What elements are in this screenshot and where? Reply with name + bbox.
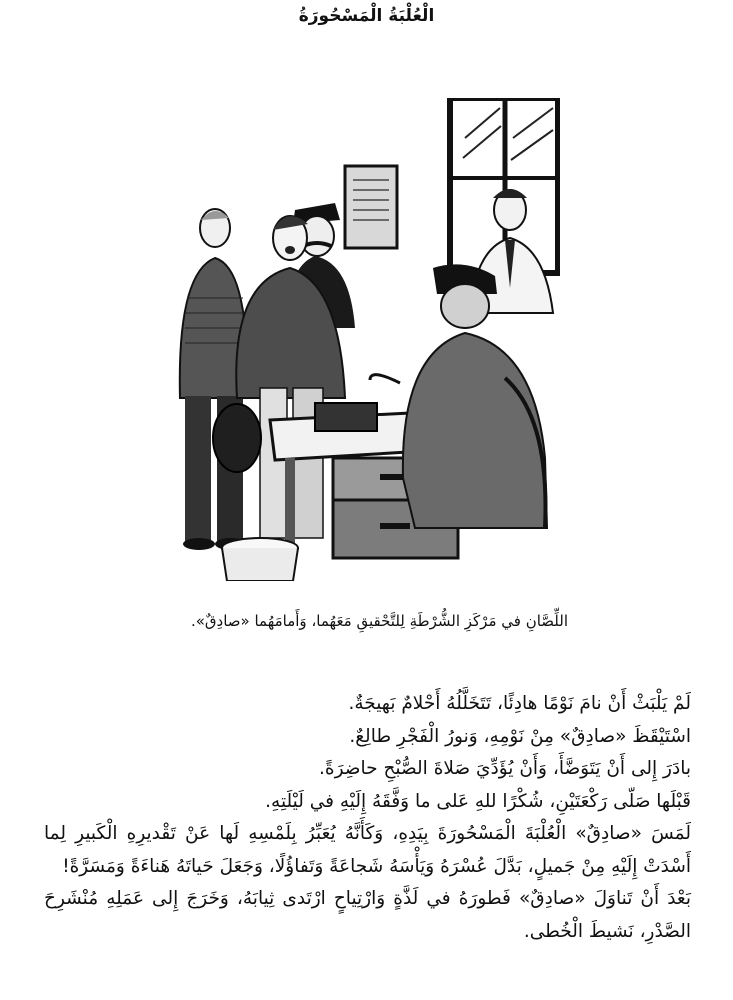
- story-illustration: [175, 98, 560, 581]
- paragraph: بَعْدَ أَنْ تَناوَلَ «صادِقٌ» فَطورَهُ في لَذَّةٍ وَارْتِياحٍ ارْتَدى ثِيابَهُ، وَخَرَجَ إِلى عَمَلِهِ مُنْشَرِحَ الصَّدْرِ، نَشيطَ الْخُطى.: [44, 888, 691, 942]
- story-text: [44, 688, 691, 948]
- paragraph: لَمَسَ «صادِقٌ» الْعُلْبَةَ الْمَسْحُورَةَ بِيَدِهِ، وَكَأَنَّهُ يُعَبِّرُ بِلَمْسِهِ لَها عَنْ تَقْديرِهِ الْكَبيرِ لِما أَسْدَتْ إِلَيْهِ مِنْ جَميلٍ، بَدَّلَ عُسْرَهُ وَيَأْسَهُ شَجاعَةً وَتَفاؤُلًا، وَجَعَلَ حَياتَهُ هَناءَةً وَمَسَرَّةً!: [44, 823, 691, 877]
- paragraph: بادَرَ إِلى أَنْ يَتَوَضَّأَ، وَأَنْ يُؤَدِّيَ صَلاةَ الصُّبْحِ حاضِرَةً.: [319, 758, 691, 779]
- figure-caption: اللِّصَّانِ في مَرْكَزِ الشُّرْطَةِ لِلتَّحْقيقِ مَعَهُما، وَأَمامَهُما «صادِقٌ».: [190, 612, 568, 630]
- paragraph: اسْتَيْقَظَ «صادِقٌ» مِنْ نَوْمِهِ، وَنورُ الْفَجْرِ طالِعٌ.: [349, 725, 691, 747]
- page-title: الْعُلْبَةُ الْمَسْحُورَةُ: [298, 6, 435, 26]
- paragraph: قَبْلَها صَلّى رَكْعَتَيْنِ، شُكْرًا للهِ عَلى ما وَفَّقَهُ إِلَيْهِ في لَيْلَتِهِ.: [265, 790, 691, 812]
- paragraph: لَمْ يَلْبَثْ أَنْ نامَ نَوْمًا هادِئًا، تَتَخَلَّلُهُ أَحْلامٌ بَهيجَةٌ.: [348, 693, 691, 714]
- wall-notice: [345, 166, 397, 248]
